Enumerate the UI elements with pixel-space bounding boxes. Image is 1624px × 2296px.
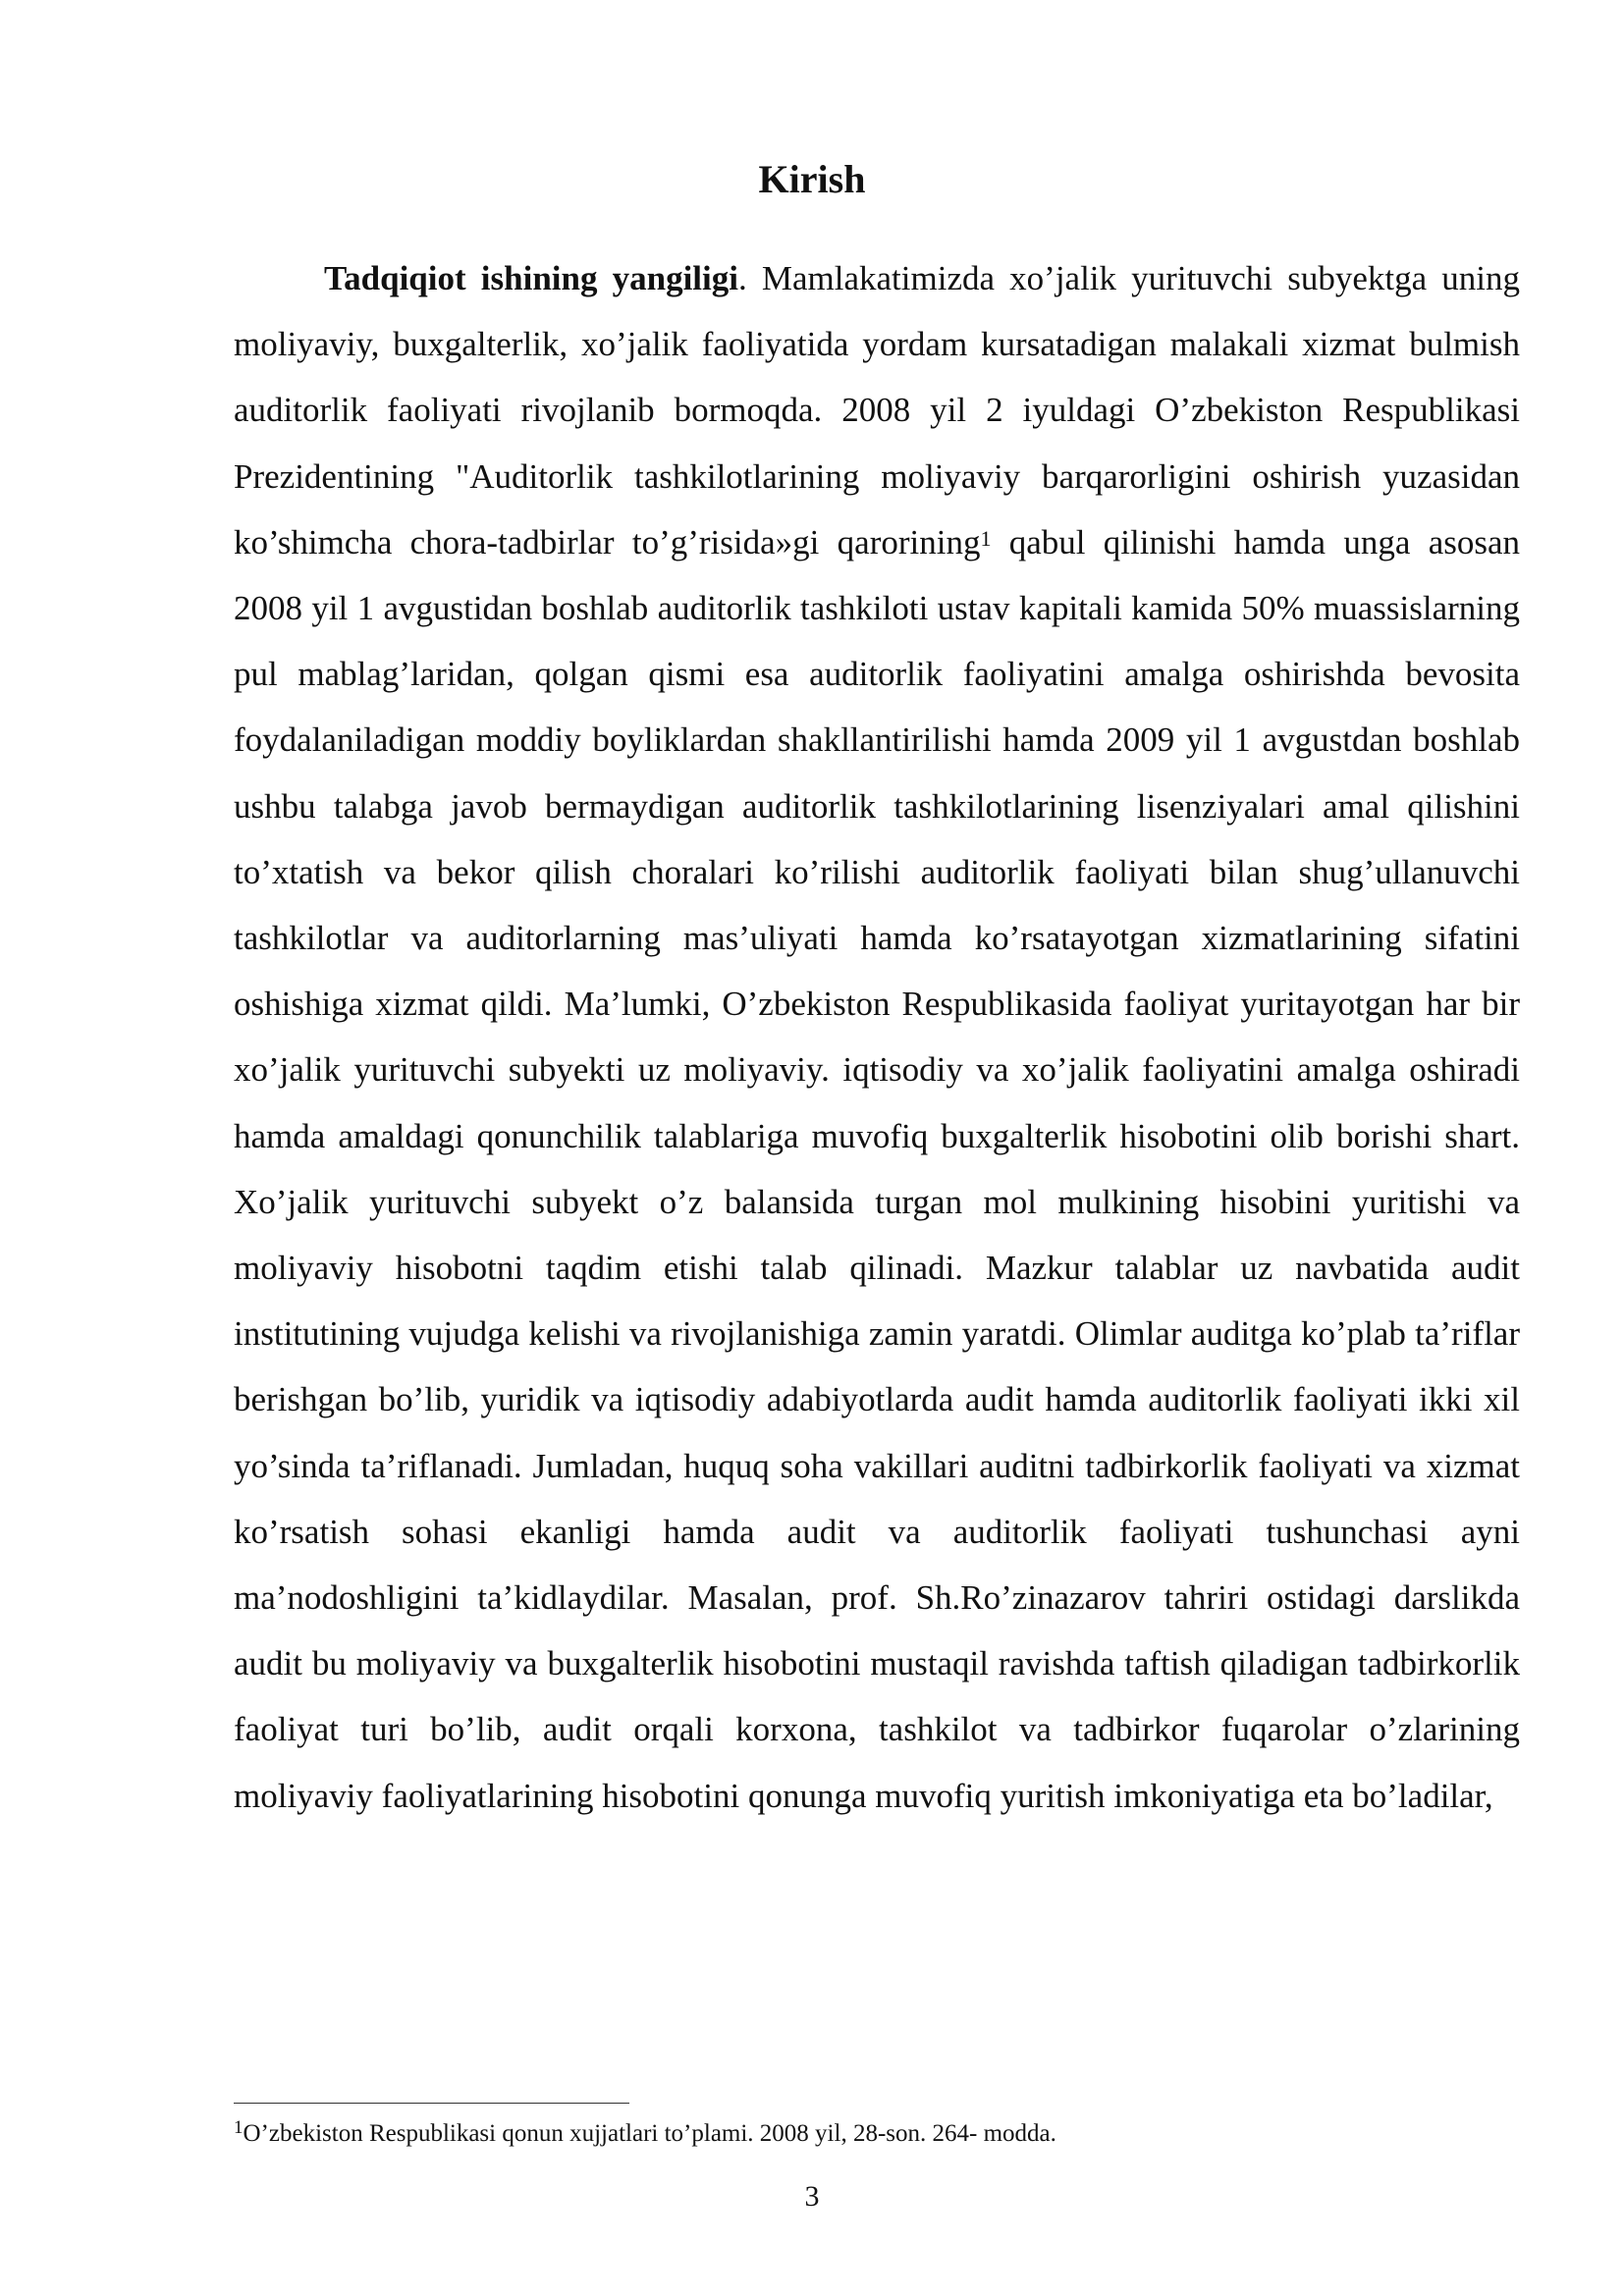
footnote-marker: 1 xyxy=(234,2117,244,2138)
footnote-separator xyxy=(234,2103,629,2104)
page-title: Kirish xyxy=(758,157,866,201)
page-number: 3 xyxy=(804,2180,820,2213)
paragraph-text-part2: qabul qilinishi hamda unga asosan 2008 yil 1 avgustidan boshlab auditorlik tashkiloti ustav kapitali kamida 50% muassislarning pul mablag’laridan, qolgan qismi esa auditorlik faoliyatini amalga oshirishda bevosita foydalaniladigan moddiy boyliklardan shakllantirilishi hamda 2009 yil 1 avgustdan boshlab ushbu talabga javob bermaydigan auditorlik tashkilotlarining lisenziyalari amal qilishini to’xtatish va bekor qilish choralari ko’rilishi auditorlik faoliyati bilan shug’ullanuvchi tashkilotlar va auditorlarning mas’uliyati hamda ko’rsatayotgan xizmatlarining sifatini oshishiga xizmat qildi. Ma’lumki, O’zbekiston Respublikasida faoliyat yuritayotgan har bir xo’jalik yurituvchi subyekti uz moliyaviy. iqtisodiy va xo’jalik faoliyatini amalga oshiradi hamda amaldagi qonunchilik talablariga muvofiq buxgalterlik hisobotini olib borishi shart. Xo’jalik yurituvchi subyekt o’z balansida turgan mol mulkining hisobini yuritishi va moliyaviy hisobotni taqdim etishi talab qilinadi. Mazkur talablar uz navbatida audit institutining vujudga kelishi va rivojlanishiga zamin yaratdi. Olimlar auditga ko’plab ta’riflar berishgan bo’lib, yuridik va iqtisodiy adabiyotlarda audit hamda auditorlik faoliyati ikki xil yo’sinda ta’riflanadi. Jumladan, huquq soha vakillari auditni tadbirkorlik faoliyati va xizmat ko’rsatish sohasi ekanligi hamda audit va auditorlik faoliyati tushunchasi ayni ma’nodoshligini ta’kidlaydilar. Masalan, prof. Sh.Ro’zinazarov tahriri ostidagi darslikda audit bu moliyaviy va buxgalterlik hisobotini mustaqil ravishda taftish qiladigan tadbirkorlik faoliyat turi bo’lib, audit orqali korxona, tashkilot va tadbirkor fuqarolar o’zlarining moliyaviy faoliyatlarining hisobotini qonunga muvofiq yuritish imkoniyatiga eta bo’ladilar, xyxy=(234,522,1520,1815)
footnote-reference: 1 xyxy=(980,525,992,551)
footnote xyxy=(234,2116,1520,2152)
lead-heading: Tadqiqiot ishining yangiligi xyxy=(324,259,738,297)
body-paragraph xyxy=(234,245,1520,1829)
footnote-text: O’zbekiston Respublikasi qonun xujjatlari to’plami. 2008 yil, 28-son. 264- modda. xyxy=(243,2120,1056,2147)
paragraph-text-part1: . Mamlakatimizda xo’jalik yurituvchi subyektga uning moliyaviy, buxgalterlik, xo’jalik faoliyatida yordam kursatadigan malakali xizmat bulmish auditorlik faoliyati rivojlanib bormoqda. 2008 yil 2 iyuldagi O’zbekiston Respublikasi Prezidentining "Auditorlik tashkilotlarining moliyaviy barqarorligini oshirish yuzasidan ko’shimcha chora-tadbirlar to’g’risida»gi qarorining xyxy=(234,259,1520,561)
